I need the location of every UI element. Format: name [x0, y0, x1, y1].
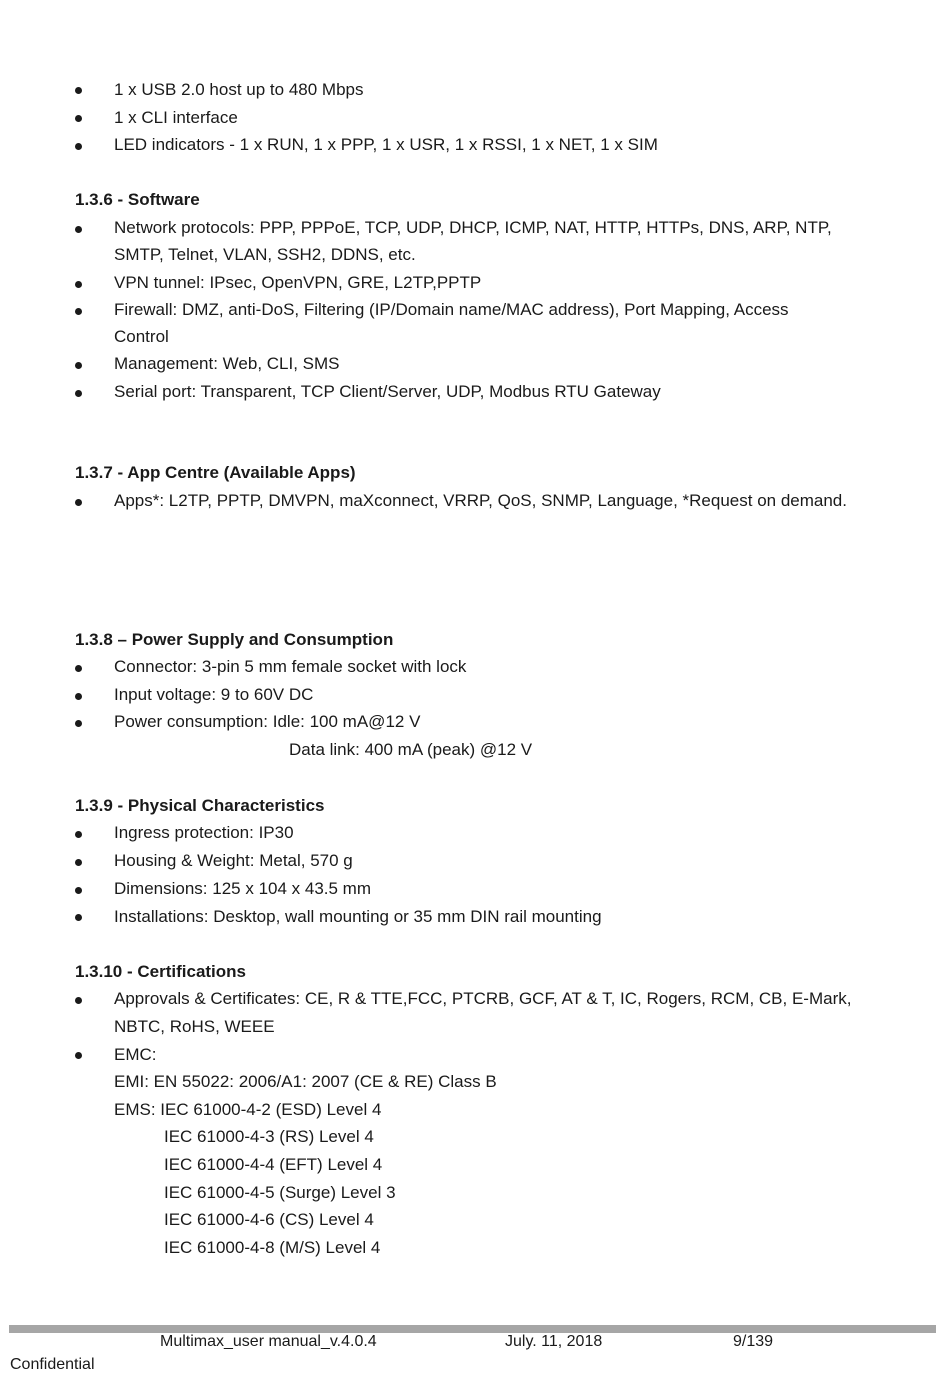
footer-document-name: Multimax_user manual_v.4.0.4 — [160, 1333, 377, 1350]
section-heading-app-centre: 1.3.7 - App Centre (Available Apps) — [75, 463, 356, 482]
list-item: Management: Web, CLI, SMS — [114, 354, 340, 373]
footer-confidential-label: Confidential — [10, 1356, 95, 1373]
list-item: Serial port: Transparent, TCP Client/Server, UDP, Modbus RTU Gateway — [114, 382, 661, 401]
section-heading-power: 1.3.8 – Power Supply and Consumption — [75, 630, 394, 649]
footer-date: July. 11, 2018 — [505, 1333, 603, 1350]
list-item-continuation: NBTC, RoHS, WEEE — [114, 1017, 275, 1036]
list-item-continuation: Data link: 400 mA (peak) @12 V — [289, 740, 533, 759]
list-item-continuation: IEC 61000-4-8 (M/S) Level 4 — [164, 1238, 381, 1257]
list-item-continuation: IEC 61000-4-4 (EFT) Level 4 — [164, 1155, 383, 1174]
bullet-icon — [75, 693, 82, 700]
list-item-continuation: IEC 61000-4-5 (Surge) Level 3 — [164, 1183, 396, 1202]
bullet-icon — [75, 831, 82, 838]
bullet-icon — [75, 887, 82, 894]
list-item: EMC: — [114, 1045, 157, 1064]
section-heading-certifications: 1.3.10 - Certifications — [75, 962, 247, 981]
list-item: 1 x CLI interface — [114, 108, 238, 127]
bullet-icon — [75, 859, 82, 866]
list-item: Network protocols: PPP, PPPoE, TCP, UDP, DHCP, ICMP, NAT, HTTP, HTTPs, DNS, ARP, NTP, — [114, 218, 832, 237]
list-item: VPN tunnel: IPsec, OpenVPN, GRE, L2TP,PPTP — [114, 273, 482, 292]
list-item: Installations: Desktop, wall mounting or 35 mm DIN rail mounting — [114, 907, 602, 926]
list-item: Dimensions: 125 x 104 x 43.5 mm — [114, 879, 372, 898]
list-item: Connector: 3-pin 5 mm female socket with lock — [114, 657, 467, 676]
bullet-icon — [75, 997, 82, 1004]
bullet-icon — [75, 665, 82, 672]
bullet-icon — [75, 115, 82, 122]
list-item: Input voltage: 9 to 60V DC — [114, 685, 314, 704]
section-heading-software: 1.3.6 - Software — [75, 190, 200, 209]
bullet-icon — [75, 720, 82, 727]
bullet-icon — [75, 362, 82, 369]
list-item: Power consumption: Idle: 100 mA@12 V — [114, 712, 421, 731]
bullet-icon — [75, 390, 82, 397]
list-item: Apps*: L2TP, PPTP, DMVPN, maXconnect, VRRP, QoS, SNMP, Language, *Request on demand. — [114, 491, 847, 510]
list-item-continuation: IEC 61000-4-3 (RS) Level 4 — [164, 1127, 374, 1146]
footer-page-number: 9/139 — [733, 1333, 774, 1350]
list-item: 1 x USB 2.0 host up to 480 Mbps — [114, 80, 364, 99]
list-item-continuation: SMTP, Telnet, VLAN, SSH2, DDNS, etc. — [114, 245, 416, 264]
list-item-continuation: Control — [114, 327, 169, 346]
footer-divider — [9, 1325, 936, 1333]
bullet-icon — [75, 914, 82, 921]
bullet-icon — [75, 226, 82, 233]
bullet-icon — [75, 281, 82, 288]
list-item: Approvals & Certificates: CE, R & TTE,FCC, PTCRB, GCF, AT & T, IC, Rogers, RCM, CB, E-Mark, — [114, 989, 852, 1008]
list-item: Firewall: DMZ, anti-DoS, Filtering (IP/Domain name/MAC address), Port Mapping, Access — [114, 300, 789, 319]
list-item: LED indicators - 1 x RUN, 1 x PPP, 1 x USR, 1 x RSSI, 1 x NET, 1 x SIM — [114, 135, 658, 154]
list-item: Housing & Weight: Metal, 570 g — [114, 851, 353, 870]
list-item-continuation: EMI: EN 55022: 2006/A1: 2007 (CE & RE) Class B — [114, 1072, 497, 1091]
list-item-continuation: IEC 61000-4-6 (CS) Level 4 — [164, 1210, 374, 1229]
list-item: Ingress protection: IP30 — [114, 823, 294, 842]
list-item-continuation: EMS: IEC 61000-4-2 (ESD) Level 4 — [114, 1100, 382, 1119]
bullet-icon — [75, 308, 82, 315]
bullet-icon — [75, 499, 82, 506]
bullet-icon — [75, 87, 82, 94]
bullet-icon — [75, 1052, 82, 1059]
section-heading-physical: 1.3.9 - Physical Characteristics — [75, 796, 325, 815]
bullet-icon — [75, 143, 82, 150]
